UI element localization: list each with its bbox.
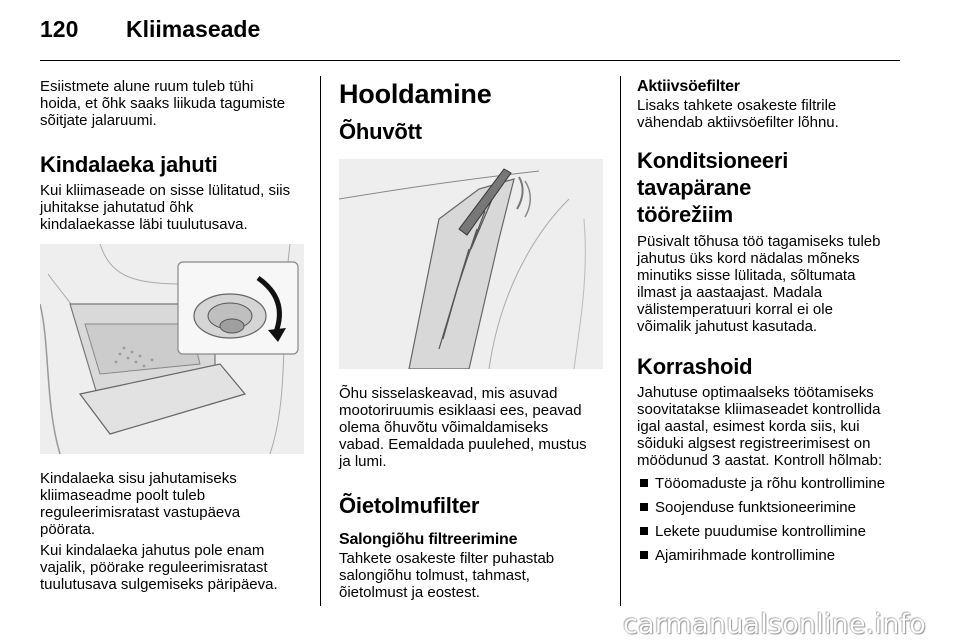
servicing-paragraph: Jahutuse optimaalseks töötamiseks soovitatakse kliimaseadet kontrollida igal aastal, esimest korda siis, kui sõiduki algsest registreerimisest on möödunud 3 aastat. Kontroll hõlmab: [637,384,883,469]
glovebox-close-instruction: Kui kindalaeka jahutus pole enam vajalik, pöörake reguleerimisratast tuulutusava sulgemiseks päripäeva. [40,542,278,593]
column-2 [339,78,603,601]
section-heading-servicing: Korrashoid [637,354,753,379]
column-divider [320,76,321,606]
carbon-filter-paragraph: Lisaks tahkete osakeste filtrile vähendab aktiivsöefilter lõhnu. [637,97,839,131]
air-intake-paragraph: Õhu sisselaskeavad, mis asuvad mootoriruumis esiklaasi ees, peavad olema õhuvõtu võimaldamiseks vabad. Eemaldada puulehed, mustus ja lumi. [339,385,587,470]
page-header [40,16,900,56]
subheading-cabin-air-filtration: Salongiõhu filtreerimine [339,531,518,548]
glovebox-illustration [40,244,304,454]
square-bullet-icon [640,527,648,535]
column-3 [637,78,901,571]
section-heading-glovebox-cooling: Kindalaeka jahuti [40,152,218,177]
section-heading-regular-operation: Konditsioneeri tavapärane töörežiim [637,148,789,227]
column-divider [620,76,621,606]
intro-paragraph: Esiistmete alune ruum tuleb tühi hoida, et õhk saaks liikuda tagumiste sõitjate jalaruumi. [40,78,286,129]
header-rule [40,60,900,61]
list-item: Tööomaduste ja rõhu kontrollimine [637,475,901,492]
section-heading-pollen-filter: Õietolmufilter [339,493,480,518]
section-heading-maintenance: Hooldamine [339,79,492,109]
cabin-filter-paragraph: Tahkete osakeste filter puhastab salongiõhu tolmust, tahmast, õietolmust ja eostest. [339,550,555,601]
glovebox-cooling-instruction: Kindalaeka sisu jahutamiseks kliimaseadme poolt tuleb reguleerimisratast vastupäeva pöörata. [40,470,241,538]
square-bullet-icon [640,503,648,511]
list-item: Soojenduse funktsioneerimine [637,499,901,516]
regular-operation-paragraph: Püsivalt tõhusa töö tagamiseks tuleb jahutus üks kord nädalas mõneks minutiks sisse lülitada, sõltumata ilmast ja aastaajast. Madala välistemperatuuri korral ei ole võimalik jahutust kasutada. [637,233,881,335]
subheading-activated-carbon-filter: Aktiivsöefilter [637,78,740,95]
page-number: 120 [40,16,79,42]
subheading-air-intake: Õhuvõtt [339,119,422,144]
air-intake-illustration [339,159,603,369]
column-1 [40,78,304,593]
square-bullet-icon [640,551,648,559]
glovebox-paragraph: Kui kliimaseade on sisse lülitatud, siis juhitakse jahutatud õhk kindalaekasse läbi tuulutusava. [40,182,291,233]
list-item: Lekete puudumise kontrollimine [637,523,901,540]
watermark: carmanualsonline.info [623,609,926,640]
list-item: Ajamirihmade kontrollimine [637,547,901,564]
service-check-list [637,475,901,564]
square-bullet-icon [640,479,648,487]
running-title: Kliimaseade [126,16,261,42]
